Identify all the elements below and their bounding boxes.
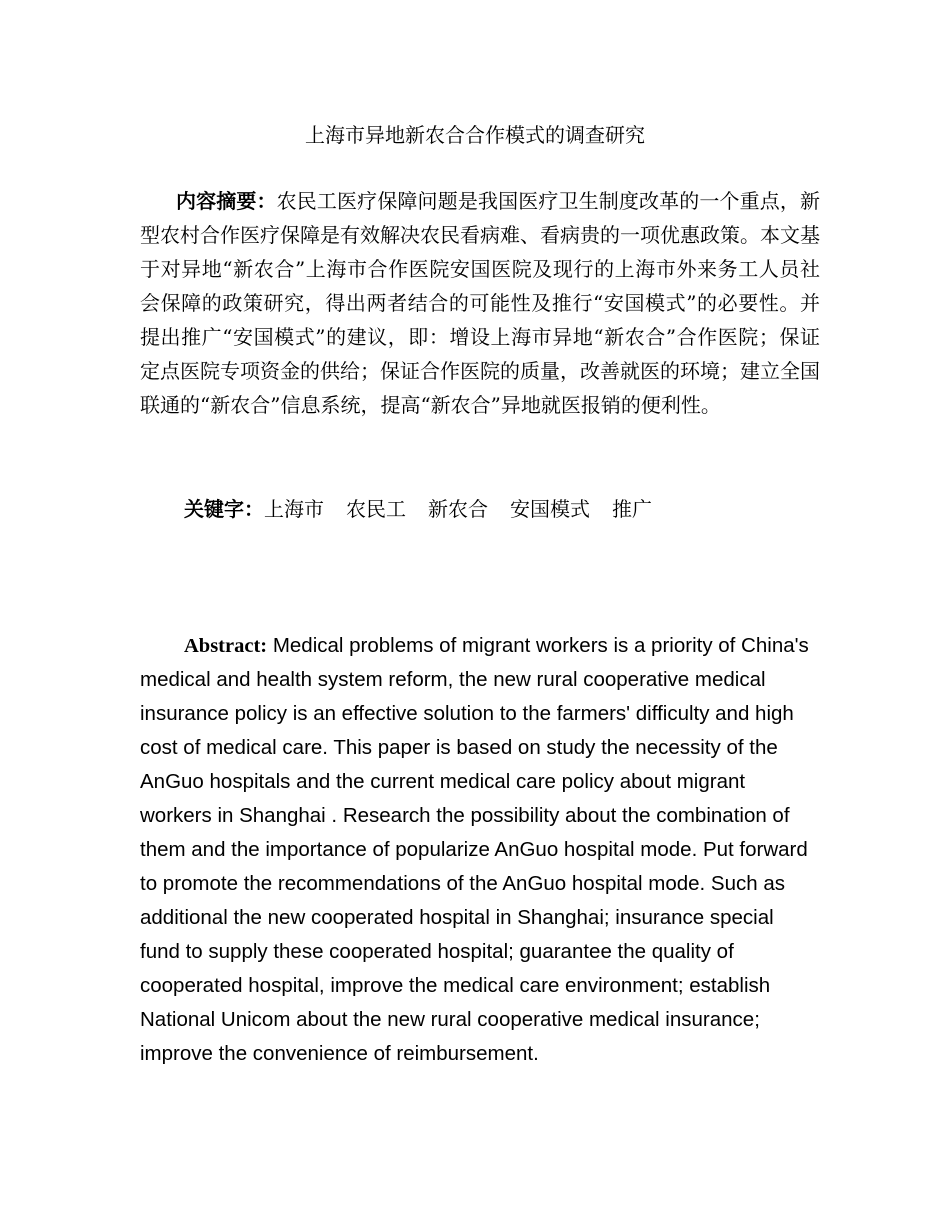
chinese-abstract — [140, 184, 820, 422]
document-title: 上海市异地新农合合作模式的调查研究 — [305, 123, 645, 147]
keyword-item: 农民工 — [346, 497, 406, 521]
keywords-line — [184, 492, 674, 526]
chinese-abstract-text: 农民工医疗保障问题是我国医疗卫生制度改革的一个重点，新型农村合作医疗保障是有效解决农民看病难、看病贵的一项优惠政策。本文基于对异地“新农合”上海市合作医院安国医院及现行的上海市外来务工人员社会保障的政策研究，得出两者结合的可能性及推行“安国模式”的必要性。并提出推广“安国模式”的建议，即：增设上海市异地“新农合”合作医院；保证定点医院专项资金的供给；保证合作医院的质量，改善就医的环境；建立全国联通的“新农合”信息系统，提高“新农合”异地就医报销的便利性。 — [140, 189, 821, 417]
keyword-item: 上海市 — [264, 497, 324, 521]
chinese-abstract-label: 内容摘要： — [176, 189, 277, 213]
english-abstract-text: Medical problems of migrant workers is a priority of China's medical and health system reform, the new rural cooperative medical insurance policy is an effective solution to the farmers' difficulty and high cost of medical care. This paper is based on study the necessity of the AnGuo hospitals and the current medical care policy about migrant workers in Shanghai . Research the possibility about the combination of them and the importance of popularize AnGuo hospital mode. Put forward to promote the recommendations of the AnGuo hospital mode. Such as additional the new cooperated hospital in Shanghai; insurance special fund to supply these cooperated hospital; guarantee the quality of cooperated hospital, improve the medical care environment; establish National Unicom about the new rural cooperative medical insurance; improve the convenience of reimbursement. — [140, 634, 809, 1065]
keywords-label: 关键字： — [184, 497, 264, 521]
english-abstract-label: Abstract: — [184, 635, 268, 657]
keyword-item: 推广 — [612, 497, 652, 521]
keyword-item: 安国模式 — [510, 497, 590, 521]
keyword-item: 新农合 — [428, 497, 488, 521]
english-abstract — [140, 629, 810, 1071]
